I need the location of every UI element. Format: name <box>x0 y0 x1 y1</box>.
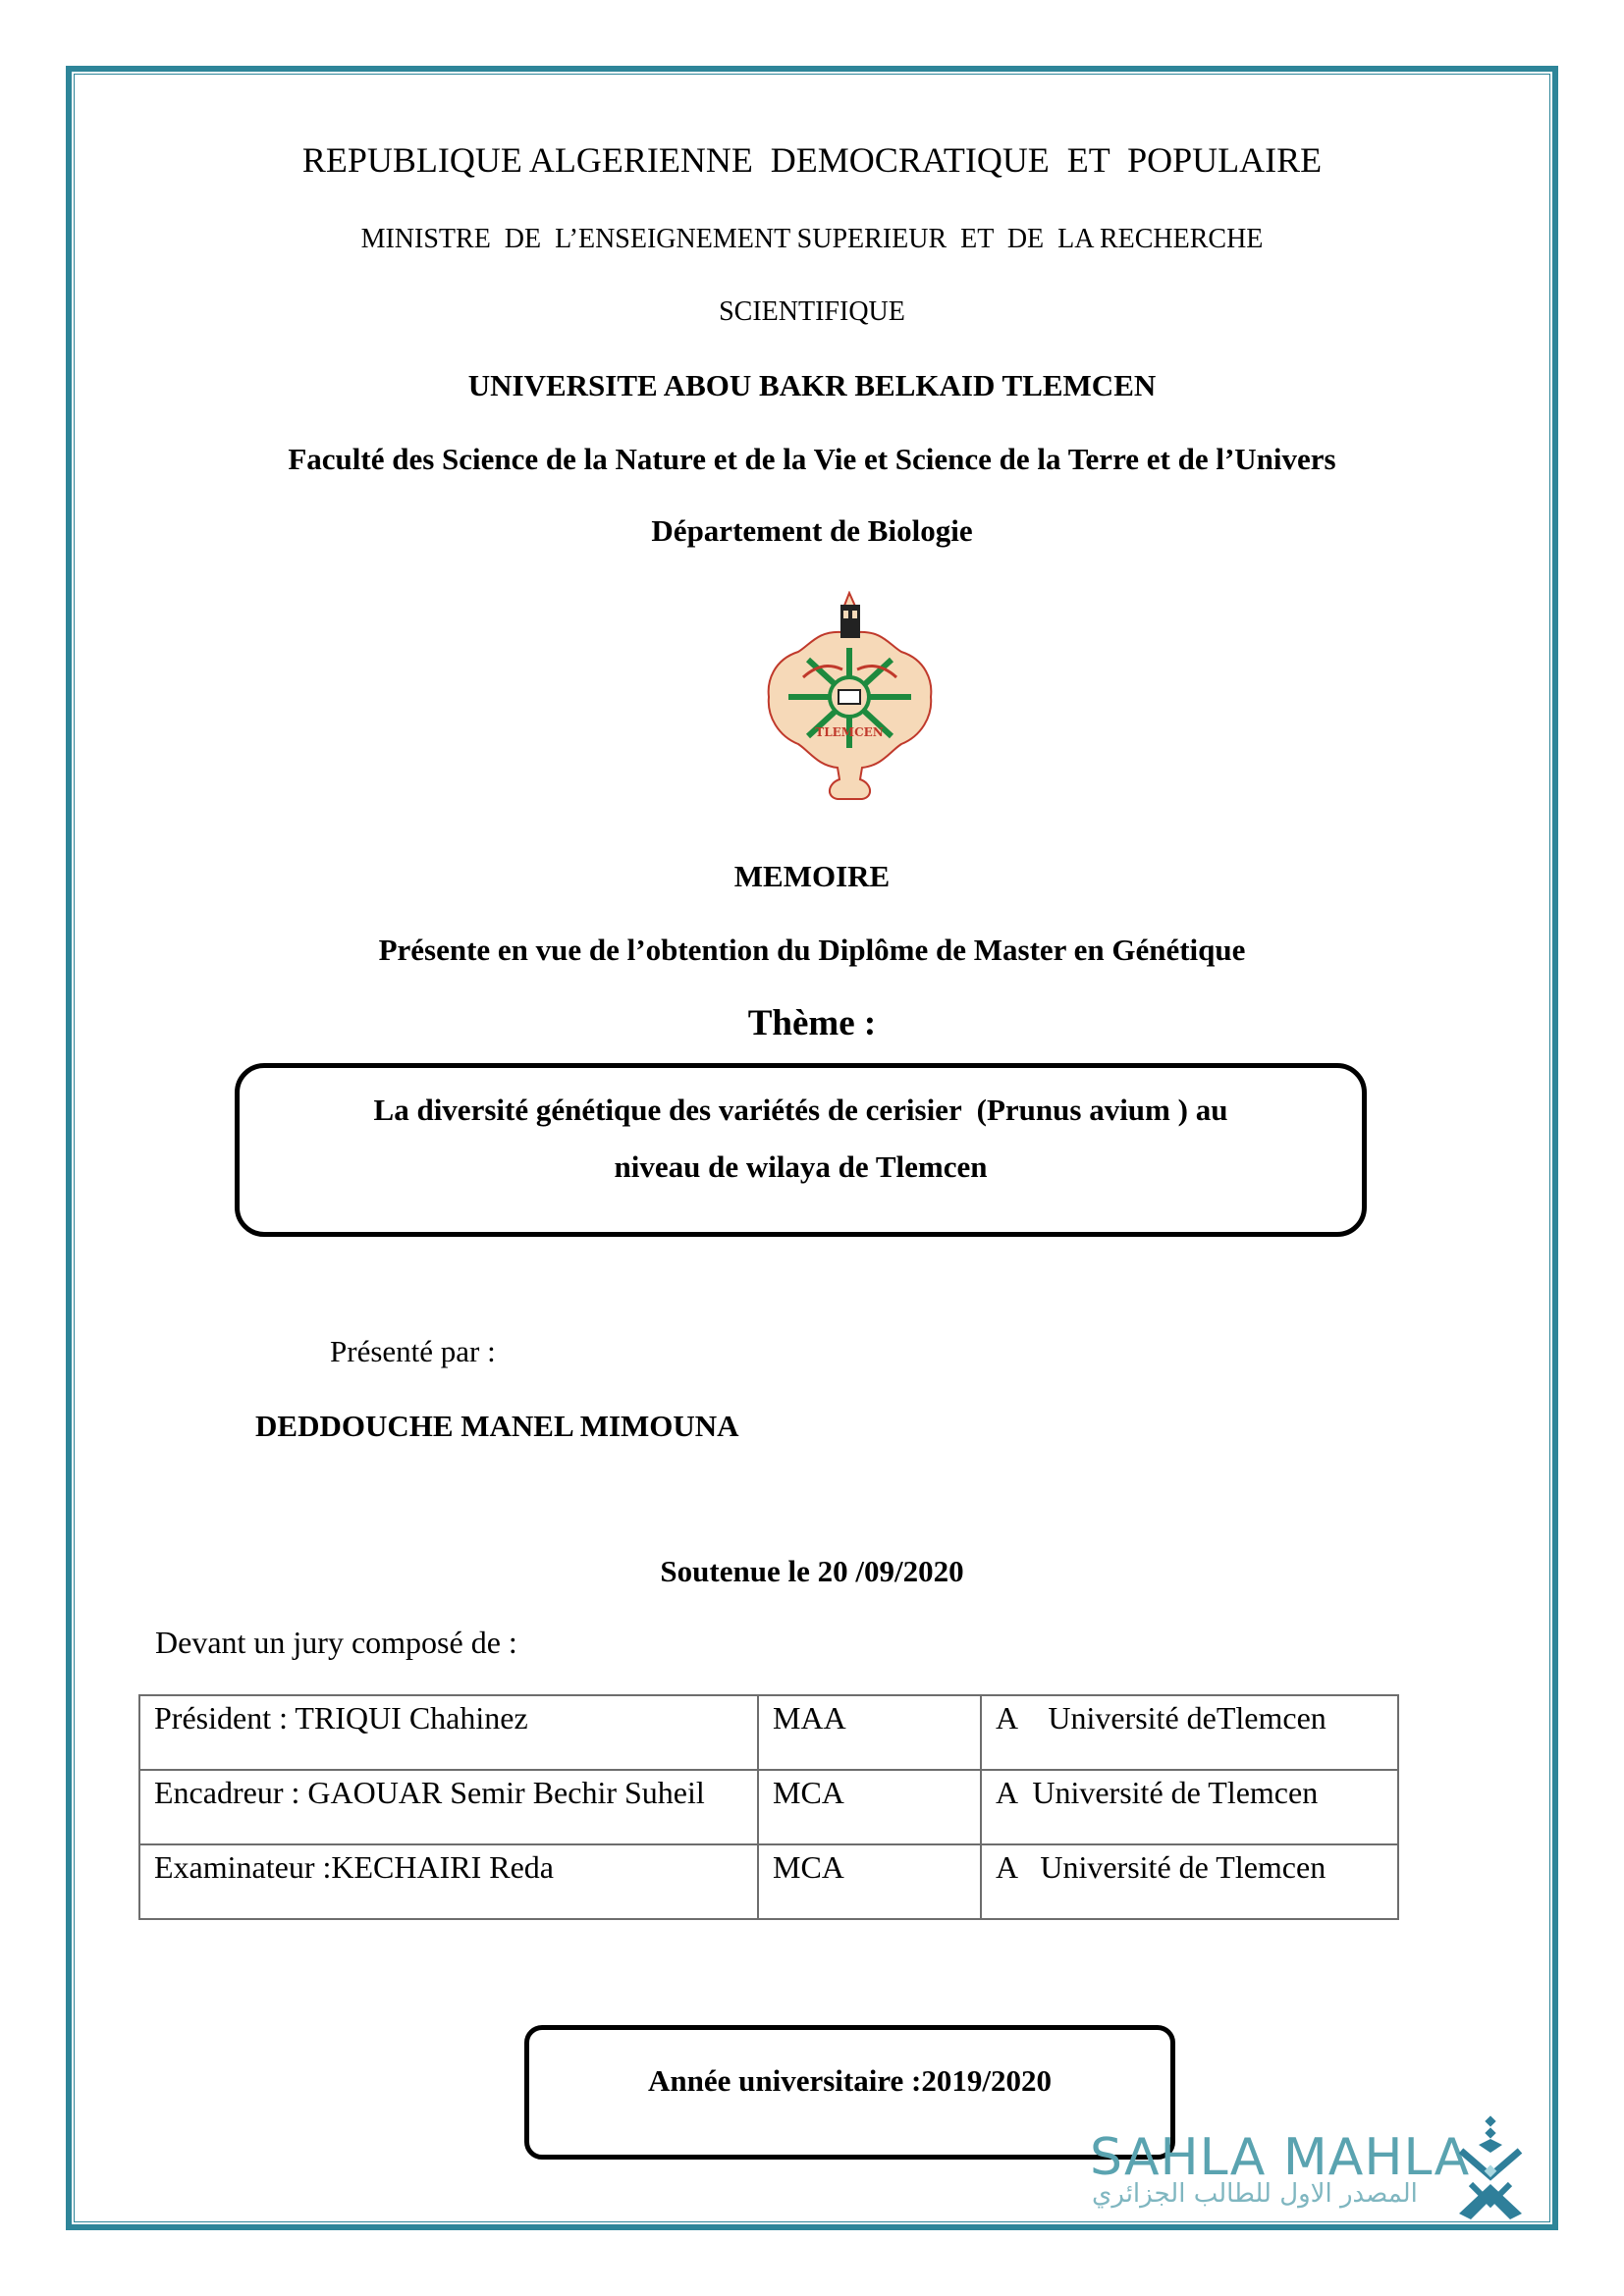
jury-member: Examinateur :KECHAIRI Reda <box>139 1844 758 1919</box>
ministry-line-2: SCIENTIFIQUE <box>719 296 905 327</box>
defense-date: Soutenue le 20 /09/2020 <box>660 1554 964 1588</box>
department-name: Département de Biologie <box>651 513 973 548</box>
theme-line-2: niveau de wilaya de Tlemcen <box>614 1149 988 1184</box>
jury-row <box>139 1770 1398 1844</box>
jury-institution: A Université deTlemcen <box>981 1695 1398 1770</box>
jury-institution: A Université de Tlemcen <box>981 1770 1398 1844</box>
memoire-title: MEMOIRE <box>733 859 891 893</box>
republic-heading: REPUBLIQUE ALGERIENNE DEMOCRATIQUE ET POPULAIRE <box>301 140 1323 180</box>
jury-grade: MCA <box>758 1844 981 1919</box>
diploma-subtitle: Présente en vue de l’obtention du Diplôme de Master en Génétique <box>378 933 1246 967</box>
jury-row <box>139 1844 1398 1919</box>
jury-row <box>139 1695 1398 1770</box>
jury-institution: A Université de Tlemcen <box>981 1844 1398 1919</box>
jury-member: Encadreur : GAOUAR Semir Bechir Suheil <box>139 1770 758 1844</box>
jury-grade: MCA <box>758 1770 981 1844</box>
academic-year-box <box>524 2025 1175 2160</box>
author-name: DEDDOUCHE MANEL MIMOUNA <box>255 1409 739 1443</box>
watermark-calligraphy-icon <box>1451 2115 1530 2221</box>
theme-line-1: La diversité génétique des variétés de cerisier (Prunus avium ) au <box>373 1093 1228 1127</box>
theme-label: Thème : <box>747 1003 877 1043</box>
jury-table <box>138 1694 1399 1920</box>
jury-member: Président : TRIQUI Chahinez <box>139 1695 758 1770</box>
jury-grade: MAA <box>758 1695 981 1770</box>
jury-intro: Devant un jury composé de : <box>155 1625 517 1660</box>
theme-box <box>235 1063 1367 1237</box>
ministry-line-1: MINISTRE DE L’ENSEIGNEMENT SUPERIEUR ET DE LA RECHERCHE <box>360 224 1264 254</box>
watermark-tagline: المصدر الاول للطالب الجزائري <box>1092 2179 1418 2209</box>
university-name: UNIVERSITE ABOU BAKR BELKAID TLEMCEN <box>467 368 1157 402</box>
watermark-brand: SAHLA MAHLA <box>1090 2128 1471 2187</box>
svg-text:TLEMCEN: TLEMCEN <box>815 725 884 739</box>
faculty-name: Faculté des Science de la Nature et de la Vie et Science de la Terre et de l’Univers <box>288 442 1336 476</box>
university-logo-icon <box>764 591 936 801</box>
presented-by-label: Présenté par : <box>330 1334 496 1368</box>
academic-year: Année universitaire :2019/2020 <box>647 2063 1052 2098</box>
